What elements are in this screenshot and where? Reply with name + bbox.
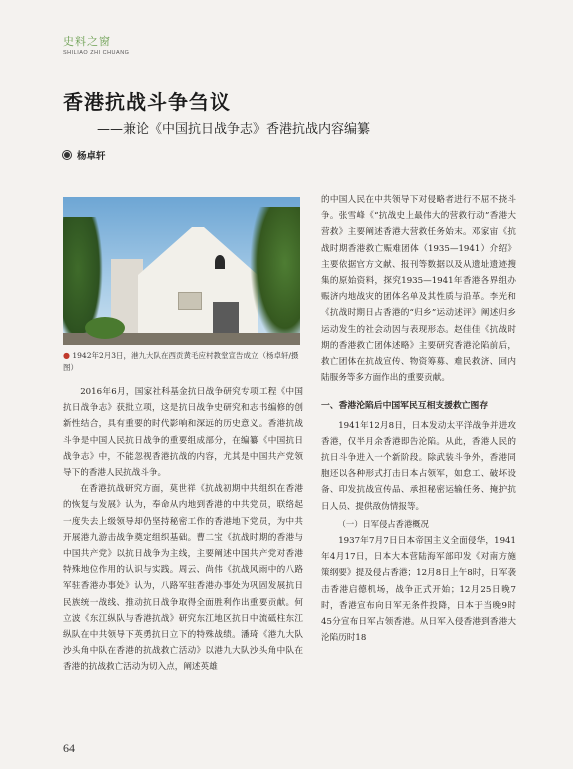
paragraph: 2016年6月，国家社科基金抗日战争研究专项工程《中国抗日战争志》获批立项，这是抗日战争史研究和志书编修的创新性结合，具有重要的时代影响和深远的历史意义。香港抗战斗争是中国人民抗日战争的重要组成部分，在编纂《中国抗日战争志》中，不能忽视香港抗战的内容，尤其是中国共产党领导下的香港人民抗战斗争。: [63, 387, 303, 479]
paragraph: 在香港抗战研究方面，莫世祥《抗战初期中共组织在香港的恢复与发展》认为，奉命从内地到香港的中共党员，联络起一度失去上级领导却仍坚持秘密工作的香港地下党员，为中共开展港九游击战争奠定组织基础。曹二宝《抗战时期的香港与中国共产党》以抗日战争为主线，主要阐述中国共产党对香港特殊地位作用的认识与实践。周云、尚伟《抗战风雨中的八路军驻香港办事处》认为，八路军驻香港办事处为巩固发展抗日民族统一战线、推动抗日战争取得全面胜利作出重要贡献。何立波《东江纵队与香港抗战》研究东江地区抗日中流砥柱东江纵队在中共领导下英勇抗日立下的特殊战绩。潘琦《港九大队沙头角中队在香港的抗战救亡活动》以港九大队沙头角中队在香港的抗战救亡活动为切入点，阐述英雄: [63, 484, 303, 673]
section-title-en: SHILIAO ZHI CHUANG: [63, 50, 130, 56]
photo-caption: ● 1942年2月3日，港九大队在西贡黄毛应村教堂宣告成立（杨卓轩/摄图）: [63, 351, 299, 372]
author-name: 杨卓轩: [77, 151, 106, 162]
left-column: [63, 384, 303, 676]
section-title-cn: 史料之窗: [63, 35, 111, 48]
church-photo: [63, 197, 300, 345]
section-header: [63, 33, 129, 56]
article-title: 香港抗战斗争刍议: [63, 90, 231, 114]
author-line: [63, 148, 106, 162]
author-bullet-icon: [63, 151, 71, 159]
subsection-heading: （一）日军侵占香港概况: [337, 518, 429, 529]
page-number: 64: [63, 741, 75, 755]
paragraph: 1941年12月8日，日本发动太平洋战争并进攻香港，仅半月余香港即告沦陷。从此，香港人民的抗日斗争进入一个新阶段。除武装斗争外，香港同胞还以各种形式打击日本占领军，如怠工、破坏设备、印发抗战宣传品、承担秘密运输任务、掩护抗日人员、提供敌伪情报等。: [321, 420, 516, 512]
tree-right: [250, 207, 300, 345]
right-column: [321, 192, 516, 646]
article-subtitle: ——兼论《中国抗日战争志》香港抗战内容编纂: [97, 122, 371, 137]
paragraph: 1937年7月7日日本帝国主义全面侵华，1941年4月17日，日本大本营陆海军部印发《对南方施策纲要》提及侵占香港；12月8日上午8时，日军袭击香港启德机场，战争正式开始；12月25日晚7时，香港宣布向日军无条件投降，日本于当晚9时45分宣布日军占领香港。从日军入侵香港到香港大沦陷历时18: [321, 536, 516, 644]
caption-bullet-icon: ●: [63, 351, 70, 360]
paragraph: 的中国人民在中共领导下对侵略者进行不屈不挠斗争。张雪峰《“抗战史上最伟大的营救行动”香港大营救》主要阐述香港大营救任务始末。邓家宙《抗战时期香港救亡赈难团体（1935—1941）介绍》主要依据官方文献、报刊等数据以及从遗址遗迹搜集的原始资料，探究1935—1941年香港各界组办赈济内地战灾的团体名单及其性质与沿革。李光和《抗战时期日占香港的“归乡”运动述评》阐述归乡运动发生的社会动因与表现形态。赵佳佳《抗战时期的香港救亡团体述略》主要研究香港沦陷前后，救亡团体在抗战宣传、物资筹募、难民救济、回内陆服务等多方面作出的重要贡献。: [321, 195, 516, 384]
memorial-plaque: [178, 292, 202, 310]
section-heading: 一、香港沦陷后中国军民互相支援救亡图存: [321, 401, 489, 412]
